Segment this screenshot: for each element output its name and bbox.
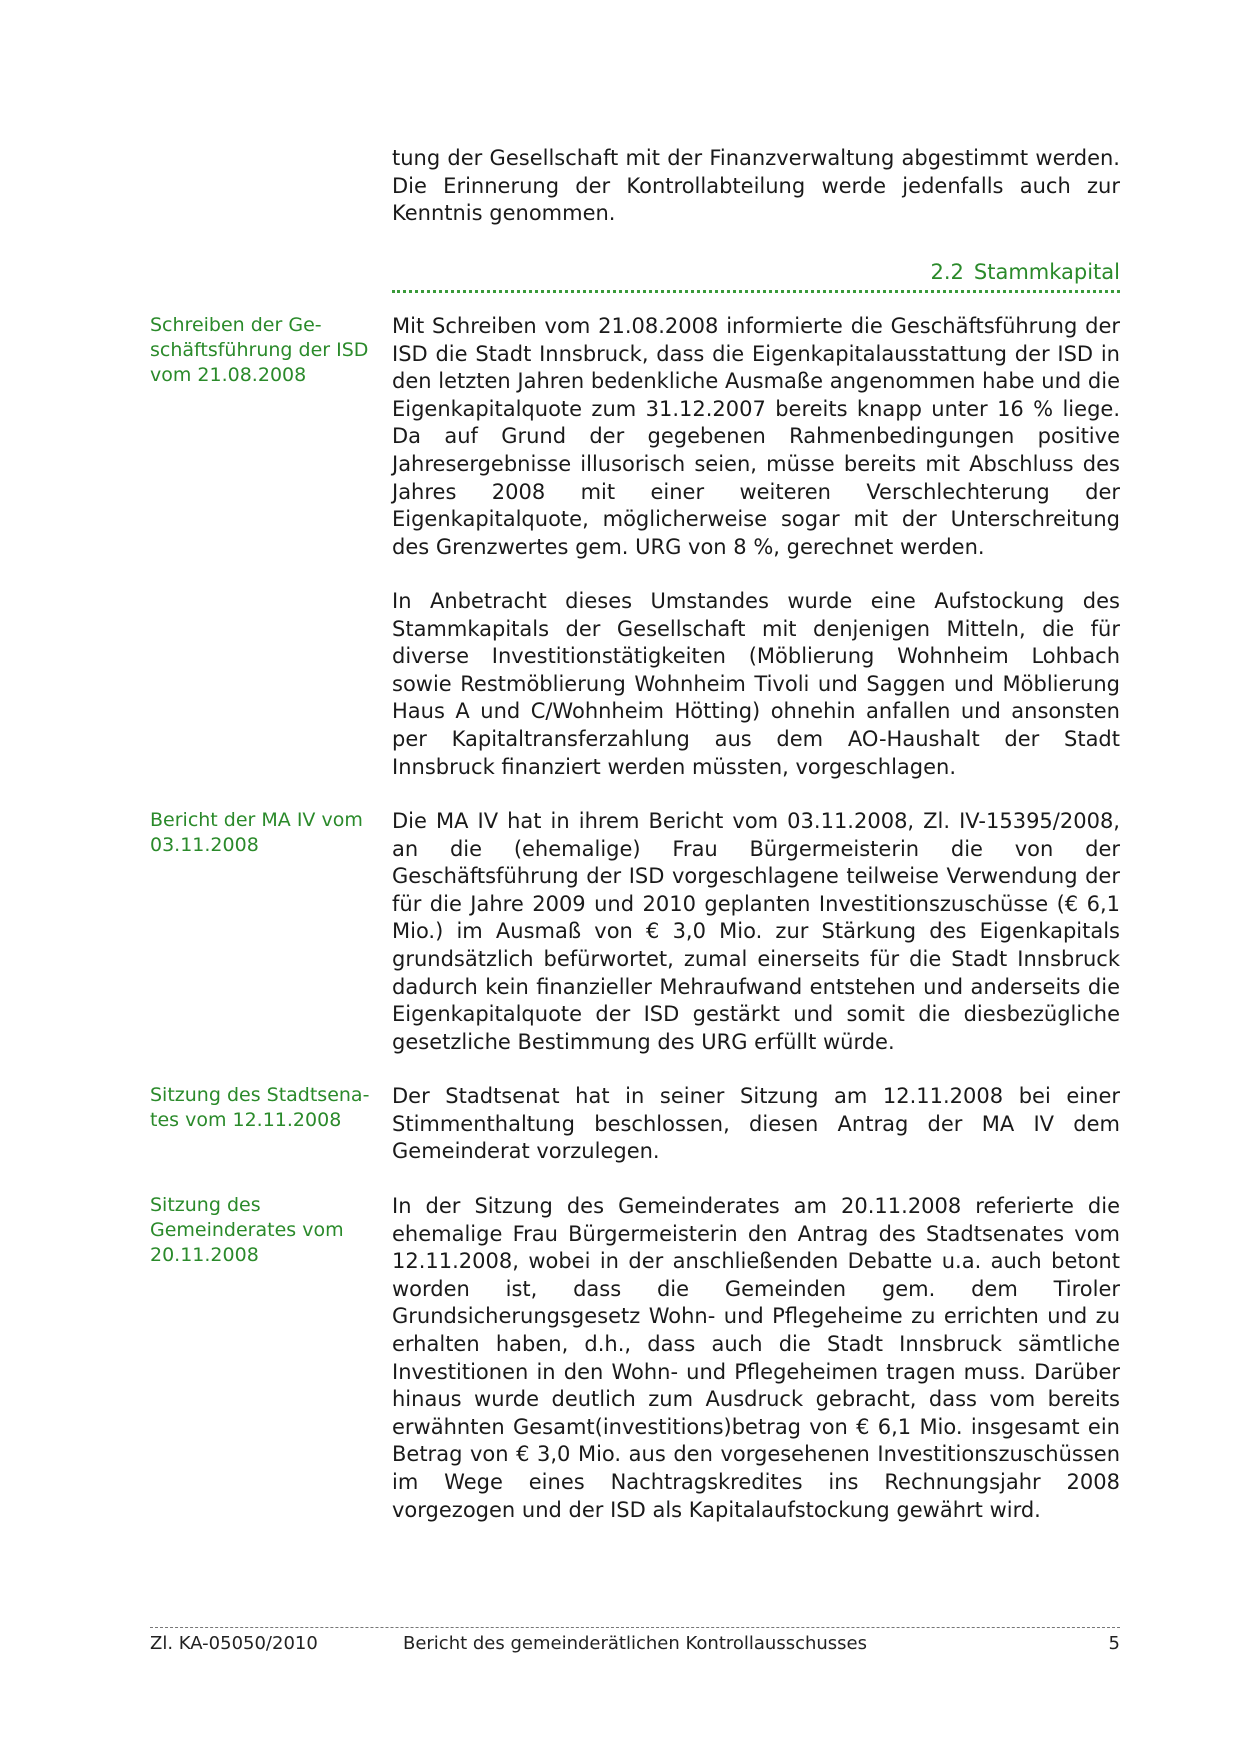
paragraph-bericht-ma-iv: Die MA IV hat in ihrem Bericht vom 03.11.2008, Zl. IV-15395/2008, an die (ehemalige) Frau Bürgermeisterin die von der Geschäftsführung der ISD vorgeschlagene teilweise Verwendung der für die Jahre 2009 und 2010 geplanten Investitionszuschüsse (€ 6,1 Mio.) im Ausmaß von € 3,0 Mio. zur Stärkung des Eigenkapitals grundsätzlich befürwortet, zumal einerseits für die Stadt Innsbruck dadurch kein finanzieller Mehraufwand entstehen und anderseits die Eigenkapitalquote der ISD gestärkt und somit die diesbezügliche gesetzliche Bestimmung des URG erfüllt würde.	[392, 809, 1120, 1054]
page-number: 5	[1108, 1633, 1120, 1654]
paragraph-aufstockung: In Anbetracht dieses Umstandes wurde eine Aufstockung des Stammkapitals der Gesellschaft mit denjenigen Mitteln, die für diverse Investitionstätigkeiten (Möblierung Wohnheim Lohbach sowie Restmöblierung Wohnheim Tivoli und Saggen und Möblierung Haus A und C/Wohnheim Hötting) ohnehin anfallen und ansonsten per Kapitaltransferzahlung aus dem AO-Haushalt der Stadt Innsbruck finanziert werden müssten, vorgeschlagen.	[392, 589, 1120, 779]
section-title: Stammkapital	[973, 260, 1120, 284]
sidenote-gemeinderat: Sitzung des Gemeinderates vom 20.11.2008	[150, 1194, 344, 1266]
footer-divider	[150, 1627, 1120, 1628]
section-divider	[392, 290, 1120, 293]
section-heading	[392, 259, 1120, 286]
sidenote-stadtsenat: Sitzung des Stadtsenates vom 12.11.2008	[150, 1084, 370, 1131]
sidenote-bericht-ma-iv: Bericht der MA IV vom 03.11.2008	[150, 809, 363, 856]
section-number: 2.2	[930, 260, 964, 284]
sidenote-schreiben: Schreiben der Geschäftsführung der ISD vom 21.08.2008	[150, 314, 369, 386]
paragraph-schreiben: Mit Schreiben vom 21.08.2008 informierte die Geschäftsführung der ISD die Stadt Innsbruck, dass die Eigenkapitalausstattung der ISD in den letzten Jahren bedenkliche Ausmaße angenommen habe und die Eigenkapitalquote zum 31.12.2007 bereits knapp unter 16 % liege. Da auf Grund der gegebenen Rahmenbedingungen positive Jahresergebnisse illusorisch seien, müsse bereits mit Abschluss des Jahres 2008 mit einer weiteren Verschlechterung der Eigenkapitalquote, möglicherweise sogar mit der Unterschreitung des Grenzwertes gem. URG von 8 %, gerechnet werden.	[392, 314, 1120, 559]
footer-title: Bericht des gemeinderätlichen Kontrollausschusses	[402, 1633, 868, 1654]
paragraph-stadtsenat: Der Stadtsenat hat in seiner Sitzung am 12.11.2008 bei einer Stimmenthaltung beschlossen, diesen Antrag der MA IV dem Gemeinderat vorzulegen.	[392, 1084, 1120, 1164]
intro-paragraph: tung der Gesellschaft mit der Finanzverwaltung abgestimmt werden. Die Erinnerung der Kontrollabteilung werde jedenfalls auch zur Kenntnis genommen.	[392, 146, 1120, 226]
paragraph-gemeinderat: In der Sitzung des Gemeinderates am 20.11.2008 referierte die ehemalige Frau Bürgermeisterin den Antrag des Stadtsenates vom 12.11.2008, wobei in der anschließenden Debatte u.a. auch betont worden ist, dass die Gemeinden gem. dem Tiroler Grundsicherungsgesetz Wohn- und Pflegeheime zu errichten und zu erhalten haben, d.h., dass auch die Stadt Innsbruck sämtliche Investitionen in den Wohn- und Pflegeheimen tragen muss. Darüber hinaus wurde deutlich zum Ausdruck gebracht, dass vom bereits erwähnten Gesamt(investitions)betrag von € 6,1 Mio. insgesamt ein Betrag von € 3,0 Mio. aus den vorgesehenen Investitionszuschüssen im Wege eines Nachtragskredites ins Rechnungsjahr 2008 vorgezogen und der ISD als Kapitalaufstockung gewährt wird.	[392, 1194, 1120, 1522]
footer-reference: Zl. KA-05050/2010	[150, 1633, 318, 1654]
